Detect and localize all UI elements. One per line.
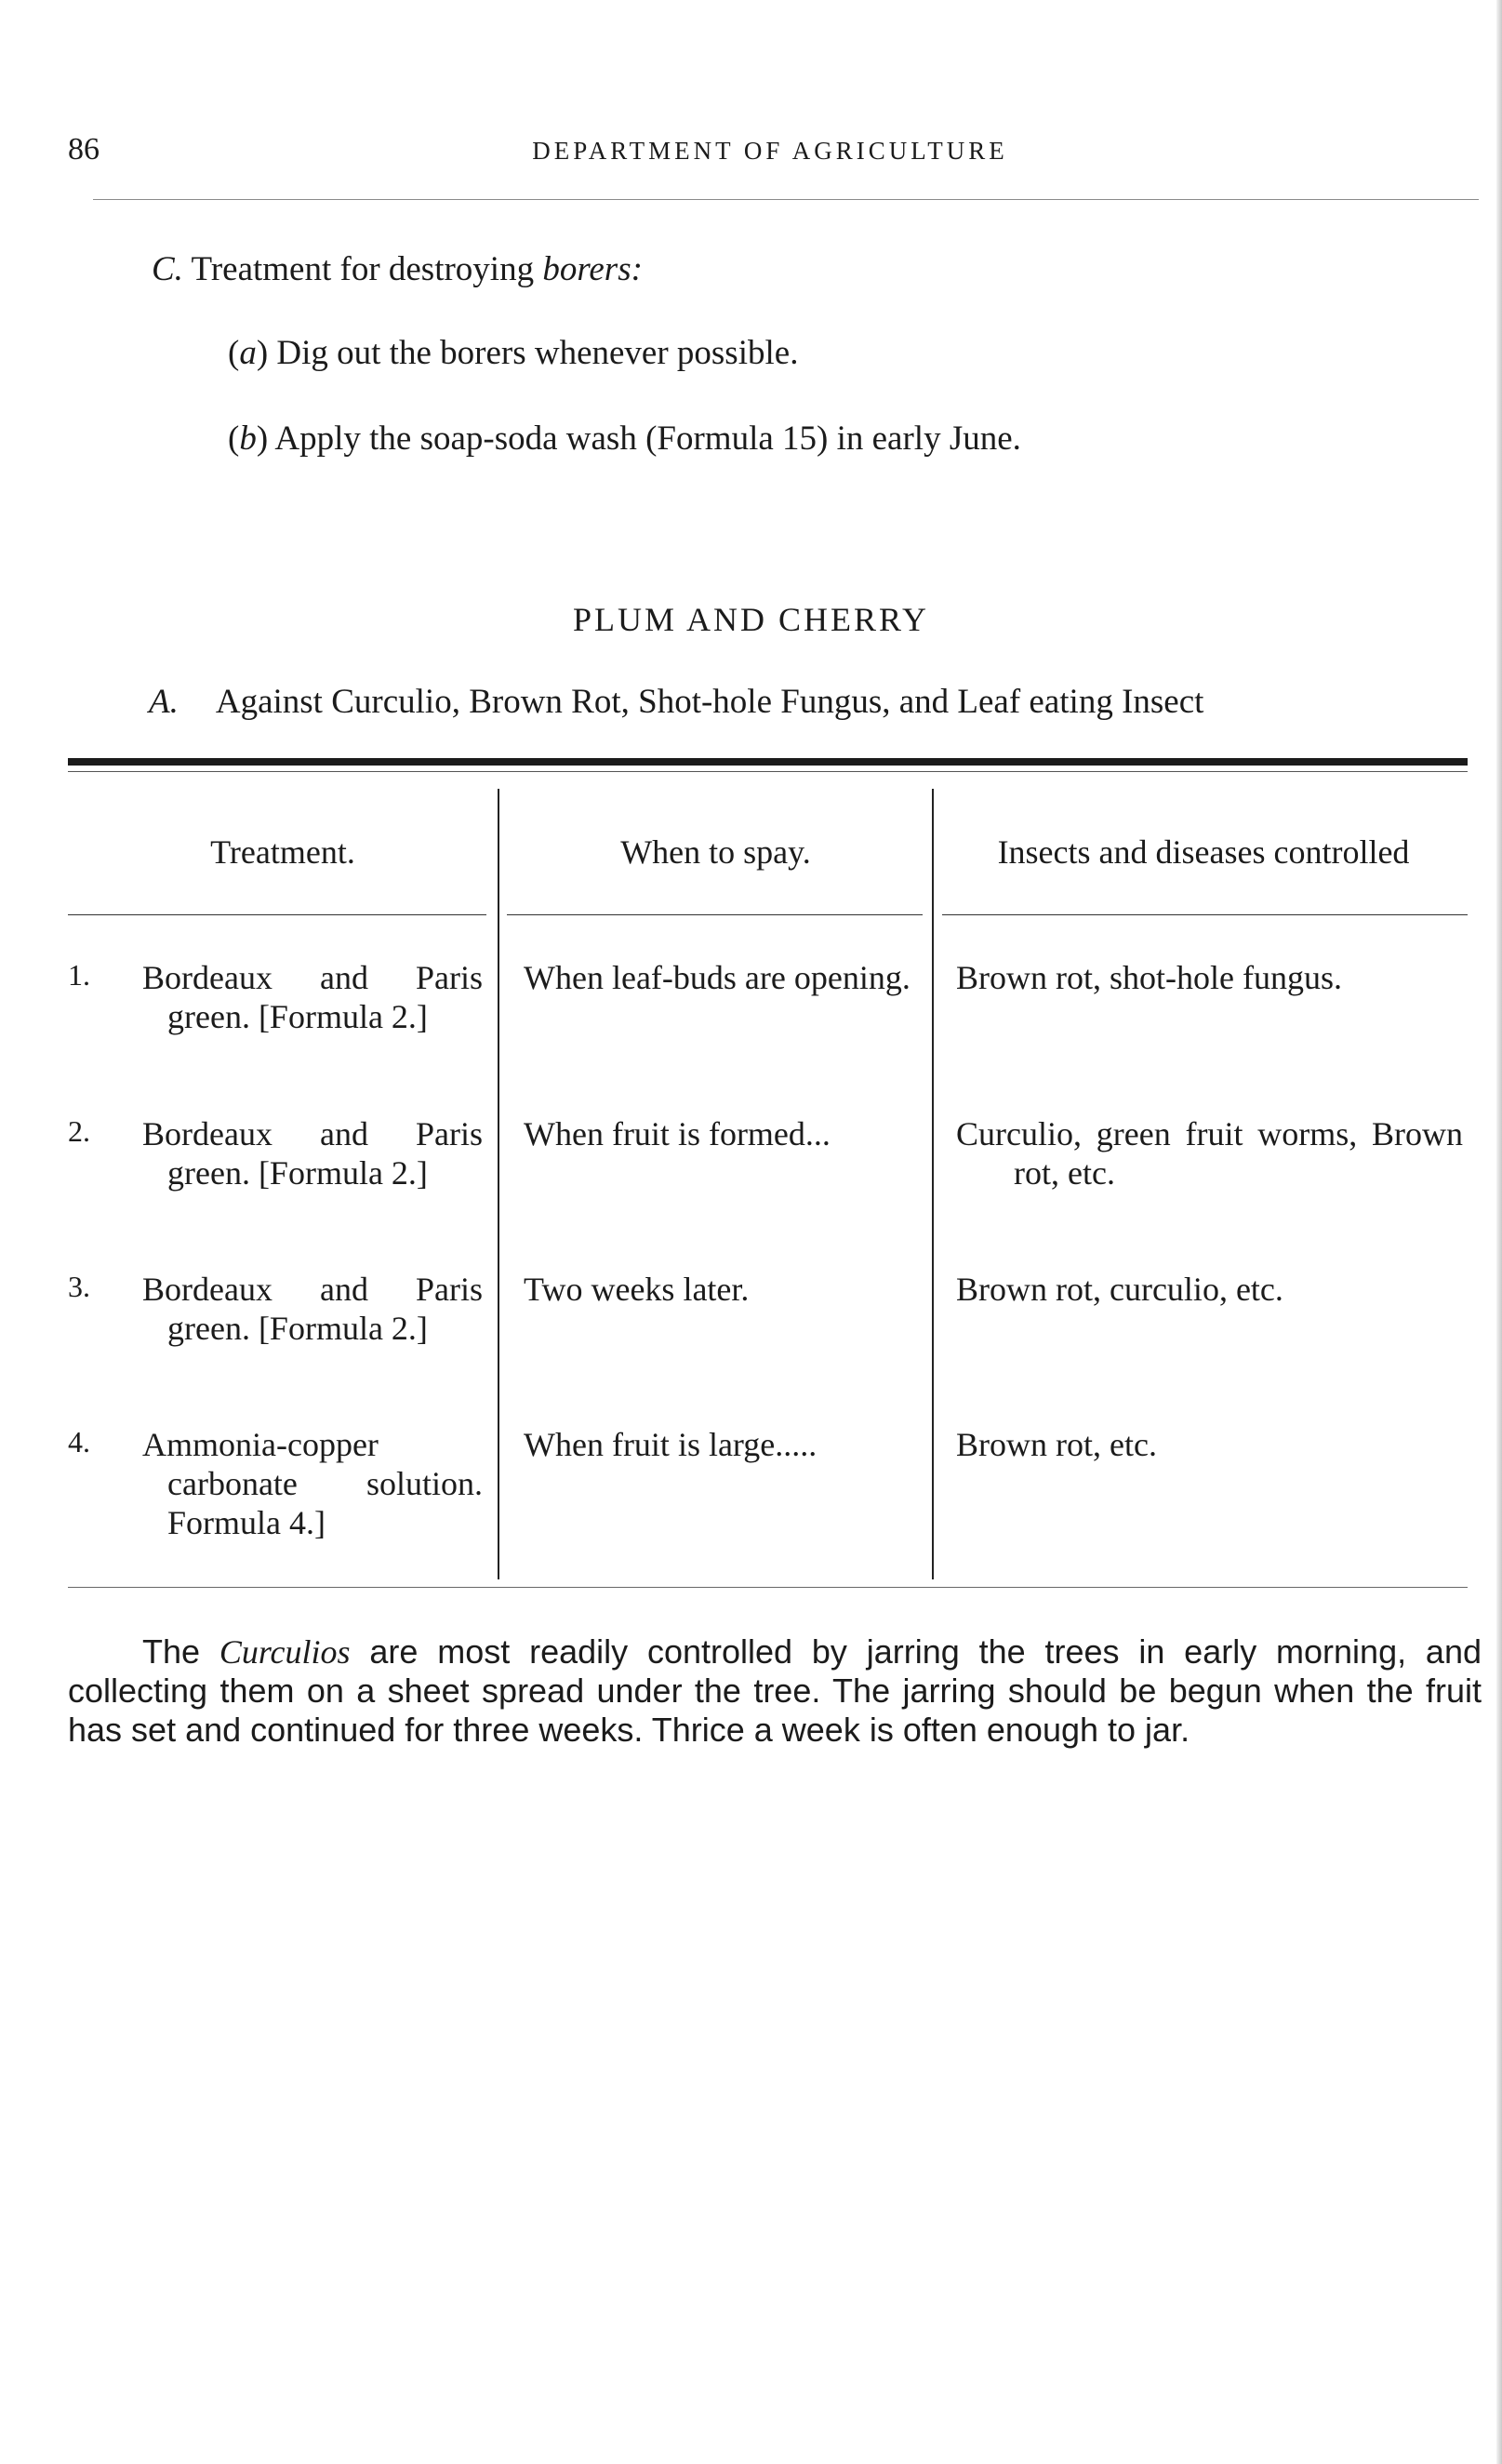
when-cell: When fruit is large.....: [524, 1426, 817, 1463]
column-header-controlled: Insects and diseases controlled: [997, 833, 1410, 871]
subsection-label: A.: [149, 683, 179, 721]
when-cell: When leaf-buds are opening.: [524, 959, 911, 996]
section-c-label: C.: [152, 250, 183, 288]
table-bottom-rule: [68, 1587, 1468, 1588]
row-number: 1.: [68, 958, 90, 992]
header-rule: [507, 914, 923, 915]
treatment-cell: Bordeaux and Paris green. [Formula 2.]: [142, 1115, 483, 1192]
column-header-when: When to spay.: [620, 833, 811, 871]
table-top-thin-rule: [68, 771, 1468, 772]
table-row: [68, 958, 1468, 1107]
when-cell: Two weeks later.: [524, 1271, 750, 1308]
section-c-text: Treatment for destroying: [182, 250, 543, 288]
treatment-cell: Bordeaux and Paris green. [Formula 2.]: [142, 1271, 483, 1347]
table-top-rule: [68, 758, 1468, 766]
treatment-cell: Ammonia-copper carbonate solution. Formula 4.]: [142, 1426, 483, 1541]
page-edge-shadow: [1496, 0, 1502, 2464]
when-cell: When fruit is formed...: [524, 1115, 831, 1152]
paragraph-rest: are most readily controlled by jarring the trees in early morning, and collecting them on a sheet spread under the tree. The jarring should be begun when the fruit has set and continued for three weeks. Thrice a week is often enough to jar.: [68, 1632, 1482, 1749]
running-head: DEPARTMENT OF AGRICULTURE: [532, 137, 1008, 165]
treatment-cell: Bordeaux and Paris green. [Formula 2.]: [142, 959, 483, 1035]
table-row: [68, 1114, 1468, 1263]
page-header: [68, 132, 1472, 179]
list-marker: b: [239, 420, 257, 458]
paragraph-italic: Curculios: [219, 1633, 351, 1671]
subsection-heading: [149, 682, 1203, 722]
header-rule: [93, 199, 1479, 200]
list-item-text: Apply the soap-soda wash (Formula 15) in early June.: [268, 420, 1021, 458]
section-c-heading: [152, 249, 643, 289]
column-header-treatment: Treatment.: [210, 833, 355, 871]
page-number: 86: [68, 132, 100, 166]
body-paragraph: [68, 1632, 1482, 1750]
list-item: (b) Apply the soap-soda wash (Formula 15) in early June.: [228, 420, 1021, 458]
paragraph-lead: The: [142, 1632, 219, 1671]
controlled-cell: Brown rot, shot-hole fungus.: [956, 959, 1342, 996]
header-rule: [68, 914, 486, 915]
controlled-cell: Brown rot, etc.: [956, 1426, 1157, 1463]
section-c-italic: borers:: [542, 250, 643, 288]
list-item: (a) Dig out the borers whenever possible.: [228, 334, 799, 372]
table-row: [68, 1425, 1468, 1574]
list-marker: a: [239, 334, 257, 372]
controlled-cell: Curculio, green fruit worms, Brown rot, etc.: [956, 1115, 1463, 1192]
subsection-text: Against Curculio, Brown Rot, Shot-hole Fungus, and Leaf eating Insect: [215, 683, 1204, 721]
row-number: 4.: [68, 1425, 90, 1458]
list-item-text: Dig out the borers whenever possible.: [268, 334, 799, 372]
header-rule: [942, 914, 1468, 915]
spray-table: [68, 779, 1468, 1581]
table-row: [68, 1270, 1468, 1418]
row-number: 2.: [68, 1114, 90, 1148]
row-number: 3.: [68, 1270, 90, 1303]
section-title: PLUM AND CHERRY: [572, 601, 930, 638]
controlled-cell: Brown rot, curculio, etc.: [956, 1271, 1283, 1308]
